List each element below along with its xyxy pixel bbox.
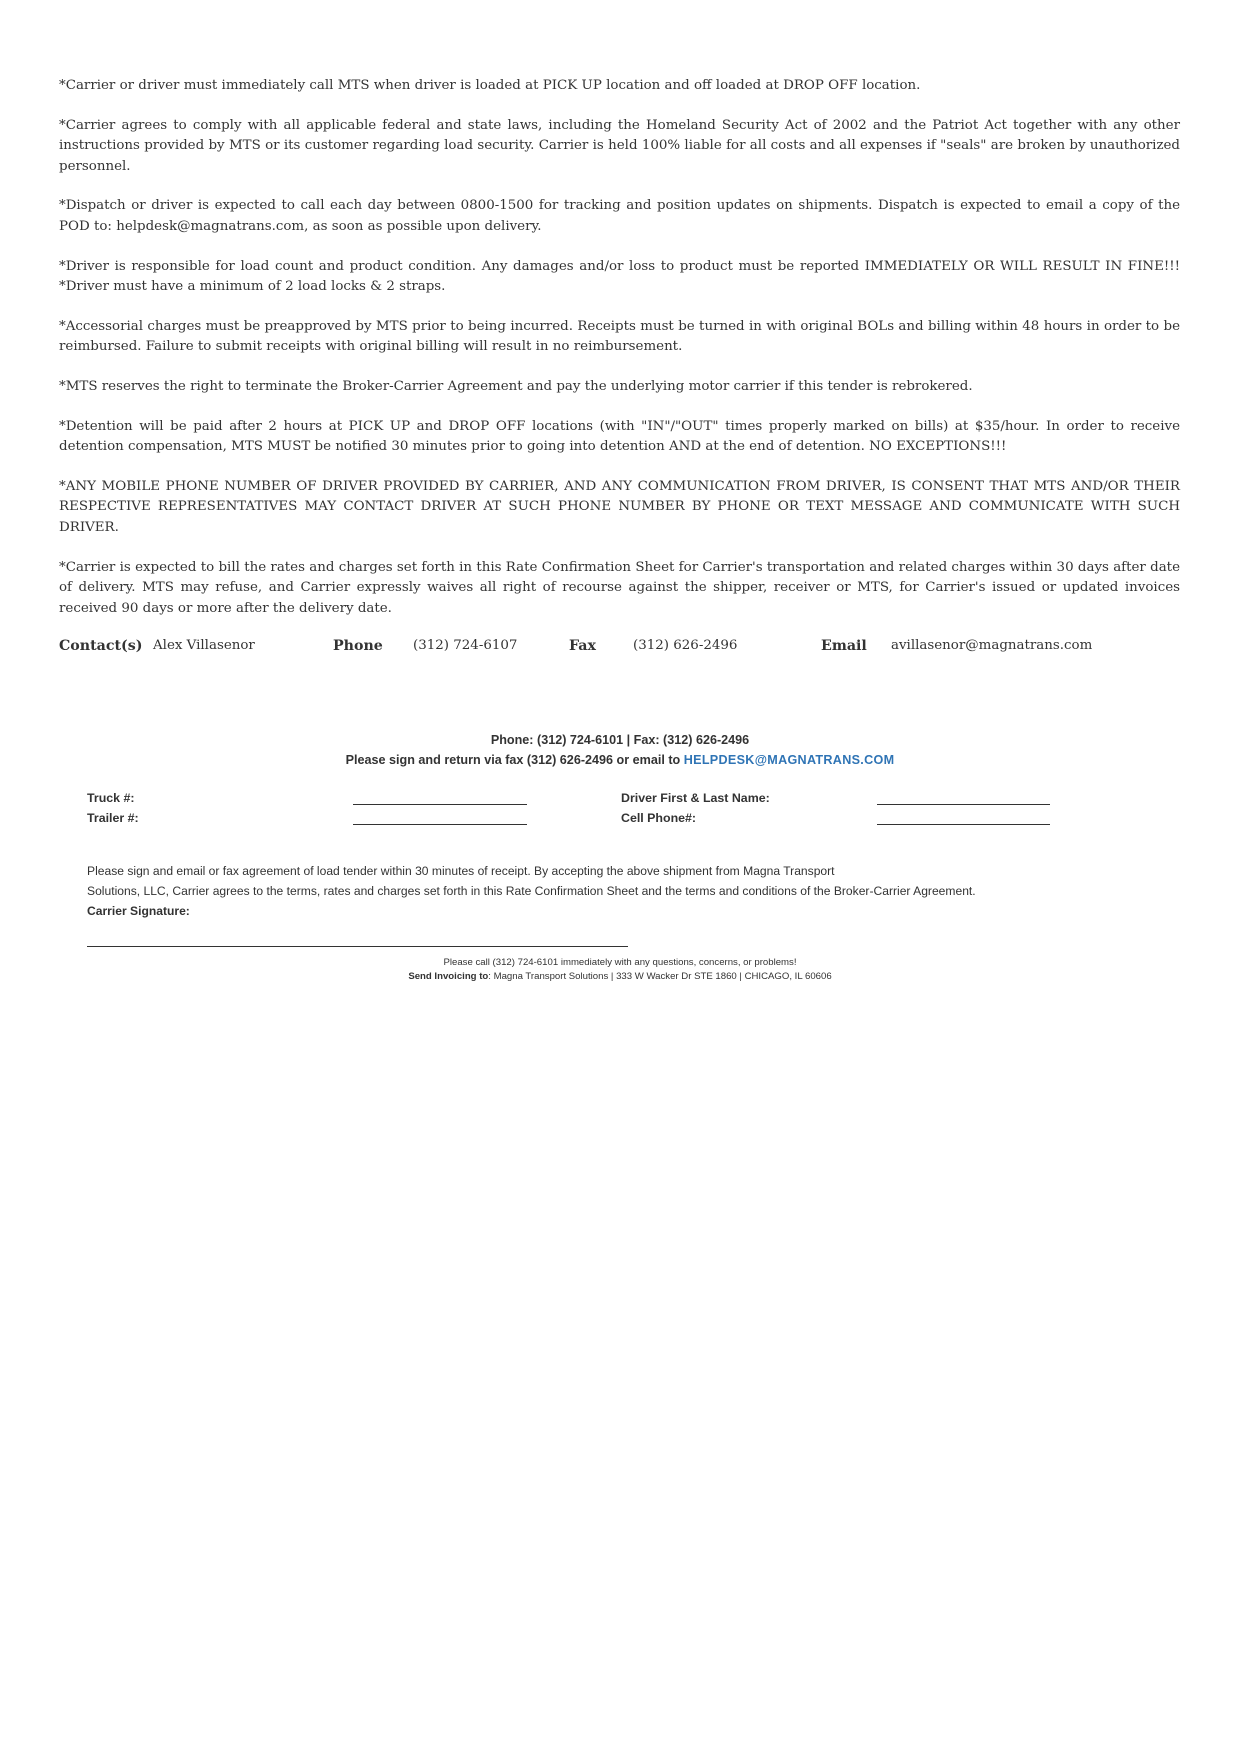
carrier-signature-line[interactable]	[87, 946, 628, 947]
contact-row	[59, 638, 1180, 660]
helpdesk-email-link[interactable]: HELPDESK@MAGNATRANS.COM	[683, 753, 895, 767]
invoicing-address	[0, 971, 1240, 982]
email-value: avillasenor@magnatrans.com	[891, 638, 1093, 653]
footer-sign-return	[0, 753, 1240, 767]
term-security-compliance: *Carrier agrees to comply with all applicable federal and state laws, including the Homeland Security Act of 2002 and the Patriot Act together with any other instructions provided by MTS or its customer regarding load security. Carrier is held 100% liable for all costs and all expenses if "seals" are broken by unauthorized personnel.	[59, 117, 1180, 174]
call-note: Please call (312) 724-6101 immediately with any questions, concerns, or problems!	[443, 957, 797, 968]
acceptance-line-2: Solutions, LLC, Carrier agrees to the terms, rates and charges set forth in this Rate Confirmation Sheet and the terms and conditions of the Broker-Carrier Agreement.	[87, 883, 976, 898]
footer-phone-fax: Phone: (312) 724-6101 | Fax: (312) 626-2496	[490, 733, 750, 747]
fax-label: Fax	[569, 638, 596, 654]
term-tracking-updates: *Dispatch or driver is expected to call each day between 0800-1500 for tracking and position updates on shipments. Dispatch is expected to email a copy of the POD to: helpdesk@magnatrans.com, as soon as possible upon delivery.	[59, 198, 1180, 234]
invoice-address: : Magna Transport Solutions | 333 W Wacker Dr STE 1860 | CHICAGO, IL 60606	[488, 971, 832, 982]
sign-return-text: Please sign and return via fax (312) 626-2496 or email to	[345, 753, 681, 767]
phone-label: Phone	[333, 638, 383, 654]
term-phone-consent: *ANY MOBILE PHONE NUMBER OF DRIVER PROVIDED BY CARRIER, AND ANY COMMUNICATION FROM DRIVER, IS CONSENT THAT MTS AND/OR THEIR RESPECTIVE REPRESENTATIVES MAY CONTACT DRIVER AT SUCH PHONE NUMBER BY PHONE OR TEXT MESSAGE AND COMMUNICATE WITH SUCH DRIVER.	[59, 478, 1180, 535]
driver-name-label: Driver First & Last Name:	[621, 791, 770, 805]
truck-input-line[interactable]	[353, 804, 527, 805]
terms-section	[59, 76, 1180, 638]
contact-label: Contact(s)	[59, 638, 143, 654]
cell-phone-input-line[interactable]	[877, 824, 1050, 825]
contact-name: Alex Villasenor	[153, 638, 255, 653]
term-accessorial-charges: *Accessorial charges must be preapproved by MTS prior to being incurred. Receipts must be turned in with original BOLs and billing within 48 hours in order to be reimbursed. Failure to submit receipts with original billing will result in no reimbursement.	[59, 318, 1180, 355]
term-detention: *Detention will be paid after 2 hours at PICK UP and DROP OFF locations (with "IN"/"OUT" times properly marked on bills) at $35/hour. In order to receive detention compensation, MTS MUST be notified 30 minutes prior to going into detention AND at the end of detention. NO EXCEPTIONS!!!	[59, 418, 1180, 455]
trailer-input-line[interactable]	[353, 824, 527, 825]
invoice-label: Send Invoicing to	[408, 971, 489, 982]
cell-phone-label: Cell Phone#:	[621, 811, 697, 825]
term-billing-deadline: *Carrier is expected to bill the rates and charges set forth in this Rate Confirmation Sheet for Carrier's transportation and related charges within 30 days after date of delivery. MTS may refuse, and Carrier expressly waives all right of recourse against the shipper, receiver or MTS, for Carrier's issued or updated invoices received 90 days or more after the delivery date.	[59, 559, 1180, 616]
acceptance-line-1: Please sign and email or fax agreement of load tender within 30 minutes of receipt. By accepting the above shipment from Magna Transport	[87, 864, 835, 878]
trailer-label: Trailer #:	[87, 811, 139, 825]
carrier-signature-label: Carrier Signature:	[87, 903, 190, 918]
term-rebrokering: *MTS reserves the right to terminate the Broker-Carrier Agreement and pay the underlying motor carrier if this tender is rebrokered.	[59, 378, 973, 394]
acceptance-statement	[87, 862, 1087, 921]
email-label: Email	[821, 638, 867, 654]
driver-name-input-line[interactable]	[877, 804, 1050, 805]
fax-value: (312) 626-2496	[633, 638, 738, 653]
term-load-count: *Driver is responsible for load count and product condition. Any damages and/or loss to product must be reported IMMEDIATELY OR WILL RESULT IN FINE!!! *Driver must have a minimum of 2 load locks & 2 straps.	[59, 258, 1180, 295]
truck-label: Truck #:	[87, 791, 135, 805]
term-call-mts: *Carrier or driver must immediately call MTS when driver is loaded at PICK UP location and off loaded at DROP OFF location.	[59, 78, 921, 93]
phone-value: (312) 724-6107	[413, 638, 518, 653]
